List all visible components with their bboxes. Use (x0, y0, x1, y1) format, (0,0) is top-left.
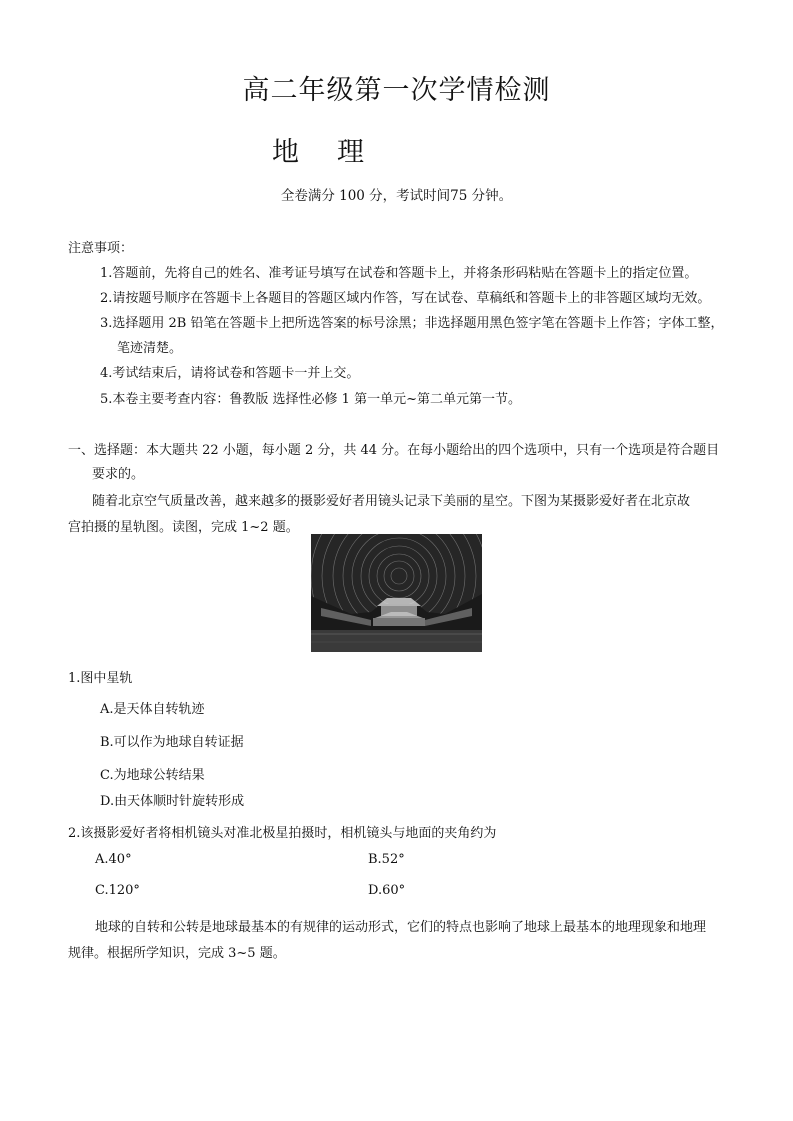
passage-text: 随着北京空气质量改善，越来越多的摄影爱好者用镜头记录下美丽的星空。下图为某摄影爱好者在北京故 (92, 494, 691, 509)
notice-item: 2.请按题号顺序在答题卡上各题目的答题区域内作答，写在试卷、草稿纸和答题卡上的非答题区域均无效。 (100, 291, 711, 306)
question-2-stem: 2.该摄影爱好者将相机镜头对准北极星拍摄时，相机镜头与地面的夹角约为 (68, 826, 497, 841)
question-2-option-b: B.52° (368, 852, 405, 867)
question-2-option-c: C.120° (95, 883, 140, 898)
notice-item-continuation: 笔迹清楚。 (117, 341, 183, 356)
question-2-option-a: A.40° (95, 852, 132, 867)
question-1-stem: 1.图中星轨 (68, 671, 133, 686)
question-1-option-b: B.可以作为地球自转证据 (100, 735, 244, 750)
question-1-option-c: C.为地球公转结果 (100, 768, 205, 783)
exam-title: 高二年级第一次学情检测 (242, 75, 551, 106)
star-trail-photo (311, 534, 482, 652)
subject-title: 地理 (272, 137, 402, 168)
notice-item: 1.答题前，先将自己的姓名、准考证号填写在试卷和答题卡上，并将条形码粘贴在答题卡上的指定位置。 (100, 266, 698, 281)
notice-item: 5.本卷主要考查内容：鲁教版 选择性必修 1 第一单元~第二单元第一节。 (100, 392, 521, 407)
notice-item: 3.选择题用 2B 铅笔在答题卡上把所选答案的标号涂黑；非选择题用黑色签字笔在答题卡上作答；字体工整， (100, 316, 724, 331)
exam-meta: 全卷满分 100 分，考试时间75 分钟。 (280, 188, 513, 204)
question-1-option-a: A.是天体自转轨迹 (100, 702, 205, 717)
notice-heading: 注意事项： (68, 241, 134, 256)
section-heading: 一、选择题：本大题共 22 小题，每小题 2 分，共 44 分。在每小题给出的四个选项中，只有一个选项是符合题目 (68, 443, 720, 458)
question-2-option-d: D.60° (368, 883, 406, 898)
section-heading-continuation: 要求的。 (92, 467, 145, 482)
passage-text: 宫拍摄的星轨图。读图，完成 1~2 题。 (68, 520, 299, 535)
passage-text: 规律。根据所学知识，完成 3~5 题。 (68, 946, 286, 961)
question-1-option-d: D.由天体顺时针旋转形成 (100, 794, 245, 809)
passage-text: 地球的自转和公转是地球最基本的有规律的运动形式，它们的特点也影响了地球上最基本的地理现象和地理 (95, 920, 707, 935)
notice-item: 4.考试结束后，请将试卷和答题卡一并上交。 (100, 366, 360, 381)
